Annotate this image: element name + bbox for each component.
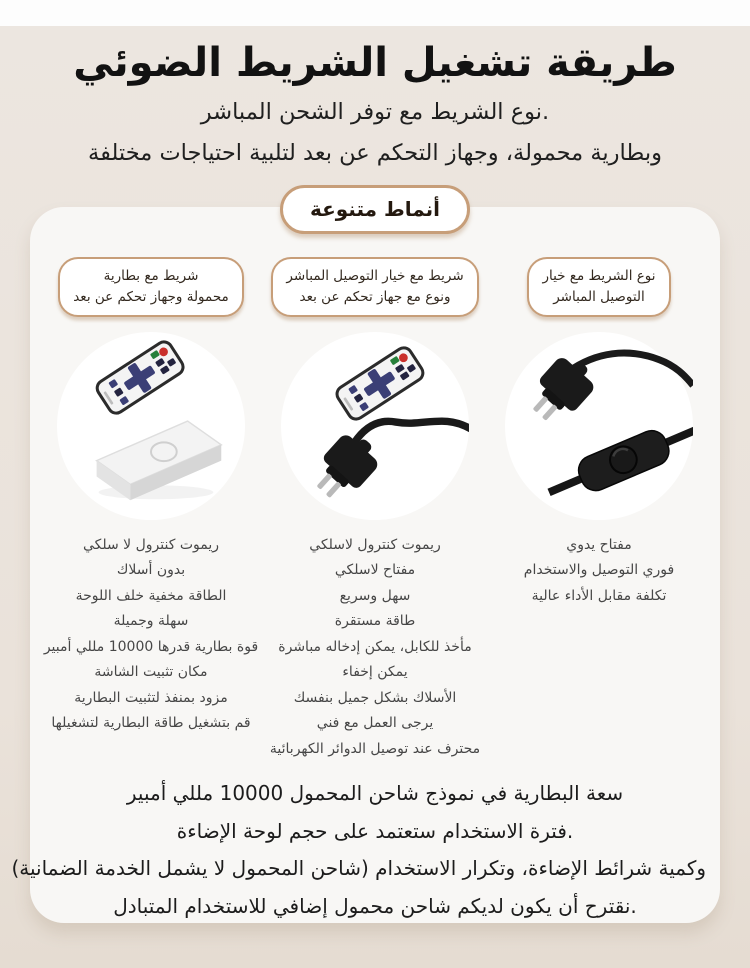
subtitle-line-1: .نوع الشريط مع توفر الشحن المباشر [200,99,550,125]
product-image-remote-and-plug [281,332,469,520]
feature-item: ريموت كنترول لاسلكي [309,536,441,553]
variant-label-line-2: التوصيل المباشر [553,288,645,305]
variant-column-direct-and-remote [268,257,482,762]
feature-list [270,533,480,763]
footer-note-line-2: .فترة الاستخدام ستعتمد على حجم لوحة الإضاءة [176,818,574,843]
variant-column-battery-and-remote [44,257,258,762]
product-image-plug-with-switch [505,332,693,520]
page-title: طريقة تشغيل الشريط الضوئي [73,40,677,86]
feature-item: تكلفة مقابل الأداء عالية [531,587,667,604]
variant-label-pill [271,257,478,317]
footer-note-line-4: .نقترح أن يكون لديكم شاحن محمول إضافي للاستخدام المتبادل [113,893,637,918]
feature-item: مفتاح يدوي [566,536,632,553]
plug-with-inline-switch-illustration [505,332,693,520]
styles-badge: أنماط متنوعة [280,185,470,234]
feature-item: مفتاح لاسلكي [334,562,416,579]
variant-label-line-2: محمولة وجهاز تحكم عن بعد [73,288,229,305]
feature-item: سهلة وجميلة [113,613,189,630]
feature-item: قوة بطارية قدرها 10000 مللي أمبير [43,638,259,655]
top-white-strip [0,0,750,26]
feature-item: مأخذ للكابل، يمكن إدخاله مباشرة [278,638,472,655]
feature-item: طاقة مستقرة [334,613,416,630]
feature-item: مزود بمنفذ لتثبيت البطارية [74,689,228,706]
feature-item: سهل وسريع [339,587,411,604]
variant-label-line-1: نوع الشريط مع خيار [542,267,656,284]
feature-item: محترف عند توصيل الدوائر الكهربائية [269,740,481,757]
variant-label-pill [58,257,244,317]
product-image-remote-and-power-bank [57,332,245,520]
feature-item: يمكن إخفاء [342,664,408,681]
feature-list [44,533,258,737]
feature-item: قم بتشغيل طاقة البطارية لتشغيلها [51,715,251,732]
variant-columns [44,257,706,762]
badge-row [0,185,750,234]
feature-item: ريموت كنترول لا سلكي [82,536,220,553]
footer-note-line-1: سعة البطارية في نموذج شاحن المحمول 10000 مللي أمبير [126,781,624,806]
feature-item: فوري التوصيل والاستخدام [523,562,675,579]
variant-column-direct [492,257,706,762]
variant-label-line-1: شريط مع خيار التوصيل المباشر [286,267,464,284]
footer-note-line-3: وكمية شرائط الإضاءة، وتكرار الاستخدام (شاحن المحمول لا يشمل الخدمة الضمانية) [11,856,706,881]
variant-label-pill [527,257,670,317]
variant-label-line-2: ونوع مع جهاز تحكم عن بعد [299,288,451,305]
footer-note [11,775,706,925]
remote-and-power-bank-illustration [57,332,245,520]
feature-list [524,533,674,610]
subtitle-line-2: وبطارية محمولة، وجهاز التحكم عن بعد لتلبية احتياجات مختلفة [88,140,662,167]
feature-item: يرجى العمل مع فني [316,715,434,732]
variant-label-line-1: شريط مع بطارية [103,267,199,284]
feature-item: بدون أسلاك [116,562,186,579]
feature-item: مكان تثبيت الشاشة [94,664,208,681]
content-card [11,207,720,923]
feature-item: الطاقة مخفية خلف اللوحة [75,587,227,604]
remote-and-plug-illustration [281,332,469,520]
feature-item: الأسلاك بشكل جميل بنفسك [293,689,457,706]
